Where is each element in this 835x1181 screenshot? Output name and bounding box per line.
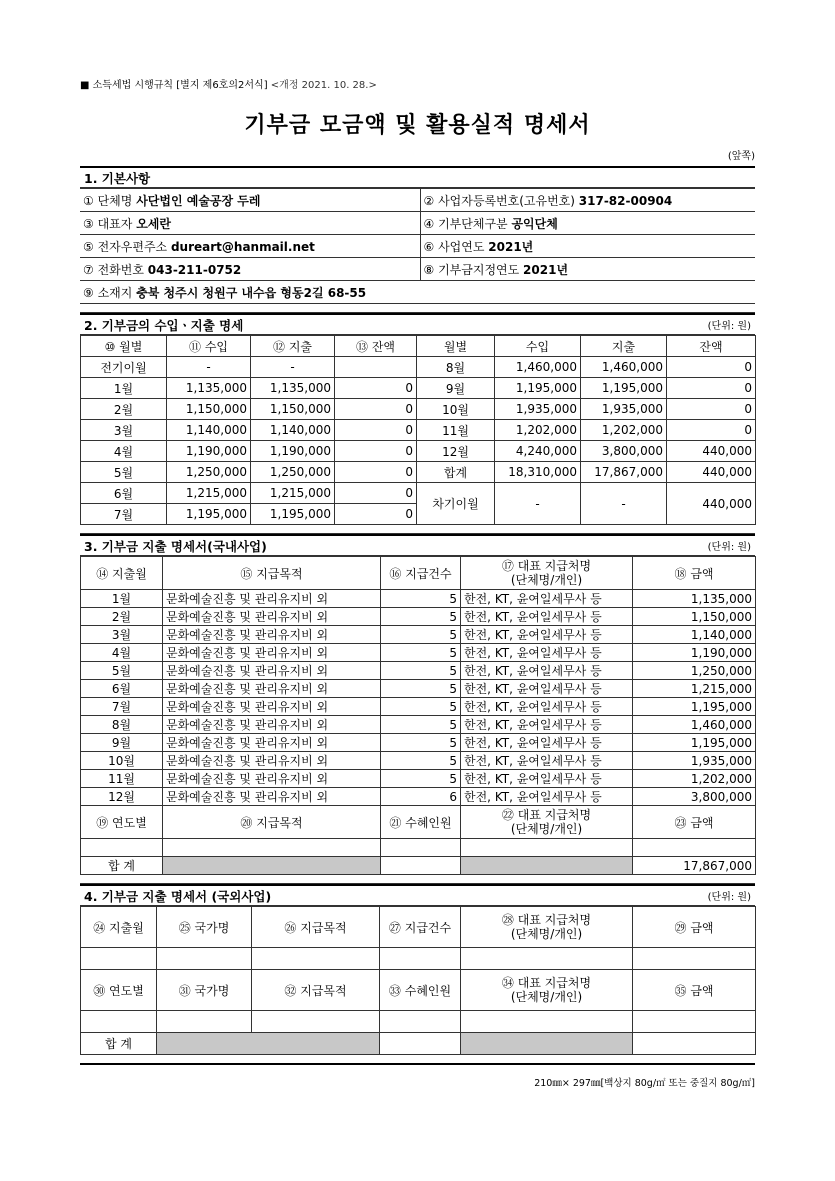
blank-cell	[252, 948, 380, 970]
table-cell: 1월	[81, 590, 163, 608]
table-cell: 문화예술진흥 및 관리유지비 외	[163, 680, 381, 698]
section-gap	[80, 875, 755, 884]
basic-left-cell	[80, 258, 420, 281]
table-row	[81, 357, 756, 378]
table-cell: -	[581, 483, 667, 525]
basic-left-cell	[80, 235, 420, 258]
column-header: 지출	[581, 336, 667, 357]
table-cell: 0	[335, 462, 417, 483]
table-cell: 1,135,000	[633, 590, 756, 608]
table-cell: 5월	[81, 662, 163, 680]
table-cell: 1,195,000	[251, 504, 335, 525]
table-cell: 1,460,000	[581, 357, 667, 378]
table-cell: 2월	[81, 399, 167, 420]
section4-unit: (단위: 원)	[707, 892, 751, 903]
basic-info-table	[80, 188, 755, 304]
basic-info-row	[80, 281, 755, 304]
table-row	[81, 680, 756, 698]
table-cell: 5월	[81, 462, 167, 483]
table-cell: 1,150,000	[251, 399, 335, 420]
column-header: ㉛ 국가명	[157, 970, 252, 1011]
table-cell: 문화예술진흥 및 관리유지비 외	[163, 716, 381, 734]
table-row	[81, 698, 756, 716]
table-cell: 1,150,000	[167, 399, 251, 420]
field-value: 2021년	[523, 262, 569, 277]
table-cell: 한전, KT, 윤여일세무사 등	[461, 716, 633, 734]
income-expense-table	[80, 335, 756, 525]
table-cell: 4월	[81, 441, 167, 462]
field-value: dureart@hanmail.net	[170, 239, 315, 254]
table-cell: 합계	[417, 462, 495, 483]
blank-row	[81, 1011, 756, 1033]
blank-cell	[461, 1011, 633, 1033]
table-header-row	[81, 907, 756, 948]
header-line-2: (단체명/개인)	[510, 822, 583, 836]
blank-cell	[81, 948, 157, 970]
field-value: 2021년	[488, 239, 534, 254]
field-value: 충북 청주시 청원구 내수읍 형동2길 68-55	[136, 285, 367, 300]
field-label: ⑧ 기부금지정연도	[423, 262, 520, 277]
blank-cell	[81, 1011, 157, 1033]
table-cell: 1,195,000	[167, 504, 251, 525]
column-header: ㉜ 지급목적	[252, 970, 380, 1011]
table-cell: 1,215,000	[633, 680, 756, 698]
table-cell: 0	[667, 399, 756, 420]
total-row	[81, 1033, 756, 1055]
header-line-1: ⑰ 대표 지급처명	[501, 559, 592, 573]
table-cell: 한전, KT, 윤여일세무사 등	[461, 644, 633, 662]
column-header: ⑯ 지급건수	[381, 557, 461, 590]
shaded-cell	[461, 1033, 633, 1055]
table-cell: 3,800,000	[633, 788, 756, 806]
overseas-expense-table	[80, 906, 756, 1055]
field-label: ② 사업자등록번호(고유번호)	[423, 193, 575, 208]
table-cell: 한전, KT, 윤여일세무사 등	[461, 698, 633, 716]
column-header: ㉙ 금액	[633, 907, 756, 948]
column-header: ⑱ 금액	[633, 557, 756, 590]
table-cell: 1,460,000	[495, 357, 581, 378]
table-row	[81, 716, 756, 734]
table-cell: 문화예술진흥 및 관리유지비 외	[163, 752, 381, 770]
table-cell: 0	[335, 504, 417, 525]
basic-right-cell	[420, 235, 755, 258]
table-cell: 한전, KT, 윤여일세무사 등	[461, 626, 633, 644]
blank-cell	[633, 839, 756, 857]
table-cell: 1,135,000	[251, 378, 335, 399]
blank-cell	[381, 839, 461, 857]
blank-cell	[381, 857, 461, 875]
table-cell: 1,935,000	[633, 752, 756, 770]
total-row	[81, 857, 756, 875]
blank-cell	[157, 1011, 252, 1033]
blank-cell	[461, 948, 633, 970]
basic-right-cell	[420, 212, 755, 235]
table-cell: 한전, KT, 윤여일세무사 등	[461, 590, 633, 608]
table-cell: 1,190,000	[251, 441, 335, 462]
table-cell: 7월	[81, 504, 167, 525]
column-header: ⑫ 지출	[251, 336, 335, 357]
table-row	[81, 441, 756, 462]
column-header: ㉔ 지출월	[81, 907, 157, 948]
section-gap	[80, 304, 755, 313]
table-cell: 9월	[81, 734, 163, 752]
field-value: 사단법인 예술공장 두레	[136, 193, 261, 208]
field-label: ⑨ 소재지	[83, 285, 133, 300]
column-header: ⑭ 지출월	[81, 557, 163, 590]
basic-right-cell	[420, 258, 755, 281]
table-cell: 8월	[417, 357, 495, 378]
table-cell: 1,215,000	[167, 483, 251, 504]
section4-title	[80, 884, 755, 906]
table-cell: 한전, KT, 윤여일세무사 등	[461, 734, 633, 752]
basic-info-row	[80, 235, 755, 258]
table-cell: 5	[381, 770, 461, 788]
header-line-2: (단체명/개인)	[510, 573, 583, 587]
shaded-cell	[157, 1033, 380, 1055]
table-row	[81, 462, 756, 483]
address-cell	[80, 281, 755, 304]
total-label: 합 계	[81, 857, 163, 875]
column-header: ㉗ 지급건수	[380, 907, 461, 948]
table-cell: 문화예술진흥 및 관리유지비 외	[163, 662, 381, 680]
section4-title-text: 4. 기부금 지출 명세서 (국외사업)	[84, 888, 272, 904]
field-label: ③ 대표자	[83, 216, 133, 231]
table-cell: 문화예술진흥 및 관리유지비 외	[163, 590, 381, 608]
section3-unit: (단위: 원)	[707, 542, 751, 553]
blank-cell	[380, 1011, 461, 1033]
table-cell: 18,310,000	[495, 462, 581, 483]
basic-left-cell	[80, 212, 420, 235]
paper-spec-footer: 210㎜× 297㎜[백상지 80g/㎡ 또는 중질지 80g/㎡]	[80, 1063, 755, 1089]
table-cell: 문화예술진흥 및 관리유지비 외	[163, 734, 381, 752]
table-cell: 5	[381, 626, 461, 644]
table-row	[81, 420, 756, 441]
table-cell: 문화예술진흥 및 관리유지비 외	[163, 644, 381, 662]
table-row	[81, 399, 756, 420]
column-header	[461, 557, 633, 590]
section3-title-text: 3. 기부금 지출 명세서(국내사업)	[84, 538, 267, 554]
table-cell: 1,195,000	[633, 698, 756, 716]
table-cell: 한전, KT, 윤여일세무사 등	[461, 662, 633, 680]
table-cell: -	[167, 357, 251, 378]
column-header: ⑳ 지급목적	[163, 806, 381, 839]
table-cell: 1,935,000	[495, 399, 581, 420]
table-cell: 0	[667, 357, 756, 378]
column-header: ⑮ 지급목적	[163, 557, 381, 590]
table-cell: 문화예술진흥 및 관리유지비 외	[163, 626, 381, 644]
column-header: ㉕ 국가명	[157, 907, 252, 948]
table-cell: 5	[381, 680, 461, 698]
table-row	[81, 608, 756, 626]
table-cell: 1,215,000	[251, 483, 335, 504]
section2-unit: (단위: 원)	[707, 321, 751, 332]
table-cell: 0	[667, 378, 756, 399]
field-value: 오세란	[136, 216, 171, 231]
blank-cell	[633, 948, 756, 970]
table-cell: 차기이월	[417, 483, 495, 525]
blank-cell	[380, 1033, 461, 1055]
table-cell: 1,195,000	[495, 378, 581, 399]
basic-left-cell	[80, 189, 420, 212]
table-cell: 1,135,000	[167, 378, 251, 399]
table-cell: 5	[381, 644, 461, 662]
table-cell: 한전, KT, 윤여일세무사 등	[461, 788, 633, 806]
table-row	[81, 734, 756, 752]
table-cell: 1,140,000	[167, 420, 251, 441]
shaded-cell	[163, 857, 381, 875]
table-cell: 6월	[81, 483, 167, 504]
total-amount: 17,867,000	[633, 857, 756, 875]
blank-cell	[461, 839, 633, 857]
blank-cell	[157, 948, 252, 970]
table-row	[81, 483, 756, 504]
column-header: ㉓ 금액	[633, 806, 756, 839]
table-cell: 0	[667, 420, 756, 441]
section1-title-text: 1. 기본사항	[84, 170, 151, 186]
table-row	[81, 590, 756, 608]
table-cell: 문화예술진흥 및 관리유지비 외	[163, 788, 381, 806]
table-cell: 440,000	[667, 462, 756, 483]
blank-cell	[380, 948, 461, 970]
table-cell: 1,195,000	[581, 378, 667, 399]
column-header: ㉑ 수혜인원	[381, 806, 461, 839]
form-reference	[80, 76, 755, 96]
table-cell: 1,202,000	[633, 770, 756, 788]
basic-info-row	[80, 189, 755, 212]
blank-row	[81, 839, 756, 857]
table-cell: 1,250,000	[167, 462, 251, 483]
revision-text: <개정 2021. 10. 28.>	[270, 80, 377, 91]
field-label: ④ 기부단체구분	[423, 216, 508, 231]
table-cell: 1,140,000	[633, 626, 756, 644]
table-cell: 문화예술진흥 및 관리유지비 외	[163, 698, 381, 716]
blank-cell	[81, 839, 163, 857]
page-side-label: (앞쪽)	[727, 151, 755, 162]
table-cell: 10월	[81, 752, 163, 770]
blank-cell	[633, 1011, 756, 1033]
table-cell: 11월	[417, 420, 495, 441]
table-cell: 1,202,000	[581, 420, 667, 441]
basic-right-cell	[420, 189, 755, 212]
field-value: 공익단체	[511, 216, 558, 231]
table-cell: 7월	[81, 698, 163, 716]
table-cell: 1,460,000	[633, 716, 756, 734]
table-cell: 9월	[417, 378, 495, 399]
column-header: ㉚ 연도별	[81, 970, 157, 1011]
field-label: ① 단체명	[83, 193, 133, 208]
table-cell: 4,240,000	[495, 441, 581, 462]
column-header: ㉝ 수혜인원	[380, 970, 461, 1011]
column-header: ⑬ 잔액	[335, 336, 417, 357]
table-cell: -	[495, 483, 581, 525]
domestic-expense-table	[80, 556, 756, 875]
column-header	[461, 970, 633, 1011]
column-header: ㉖ 지급목적	[252, 907, 380, 948]
column-header: ⑲ 연도별	[81, 806, 163, 839]
header-line-1: ㉒ 대표 지급처명	[501, 808, 592, 822]
field-value: 317-82-00904	[578, 193, 673, 208]
blank-cell	[252, 1011, 380, 1033]
table-cell: 12월	[81, 788, 163, 806]
table-cell: -	[251, 357, 335, 378]
table-cell: 8월	[81, 716, 163, 734]
field-value: 043-211-0752	[147, 262, 242, 277]
table-cell: 11월	[81, 770, 163, 788]
table-cell: 1,195,000	[633, 734, 756, 752]
table-cell: 0	[335, 483, 417, 504]
table-cell: 17,867,000	[581, 462, 667, 483]
table-header-row	[81, 970, 756, 1011]
basic-info-row	[80, 212, 755, 235]
document-title: 기부금 모금액 및 활용실적 명세서	[244, 113, 591, 138]
table-row	[81, 626, 756, 644]
table-cell: 5	[381, 608, 461, 626]
table-row	[81, 770, 756, 788]
column-header: 수입	[495, 336, 581, 357]
table-cell: 4월	[81, 644, 163, 662]
column-header: ⑪ 수입	[167, 336, 251, 357]
table-cell: 1,190,000	[633, 644, 756, 662]
column-header	[461, 806, 633, 839]
table-header-row	[81, 557, 756, 590]
table-row	[81, 644, 756, 662]
column-header: 잔액	[667, 336, 756, 357]
form-page	[80, 76, 755, 1089]
table-cell: 6	[381, 788, 461, 806]
blank-row	[81, 948, 756, 970]
column-header	[461, 907, 633, 948]
header-line-1: ㉞ 대표 지급처명	[501, 976, 592, 990]
header-line-2: (단체명/개인)	[510, 990, 583, 1004]
table-row	[81, 752, 756, 770]
table-cell: 0	[335, 420, 417, 441]
table-cell: 1,140,000	[251, 420, 335, 441]
table-cell: 3,800,000	[581, 441, 667, 462]
table-cell: 1,202,000	[495, 420, 581, 441]
field-label: ⑥ 사업연도	[423, 239, 485, 254]
table-cell: 한전, KT, 윤여일세무사 등	[461, 770, 633, 788]
table-cell: 한전, KT, 윤여일세무사 등	[461, 608, 633, 626]
table-cell: 5	[381, 698, 461, 716]
section1-title	[80, 166, 755, 188]
basic-info-row	[80, 258, 755, 281]
blank-cell	[633, 1033, 756, 1055]
table-cell: 1,250,000	[251, 462, 335, 483]
table-cell: 한전, KT, 윤여일세무사 등	[461, 680, 633, 698]
table-cell: 문화예술진흥 및 관리유지비 외	[163, 608, 381, 626]
total-label: 합 계	[81, 1033, 157, 1055]
table-cell: 5	[381, 752, 461, 770]
table-cell: 10월	[417, 399, 495, 420]
table-row	[81, 378, 756, 399]
table-header-row	[81, 806, 756, 839]
table-cell: 1,150,000	[633, 608, 756, 626]
table-cell: 1월	[81, 378, 167, 399]
header-line-2: (단체명/개인)	[510, 927, 583, 941]
column-header: ㉟ 금액	[633, 970, 756, 1011]
table-cell: 12월	[417, 441, 495, 462]
table-cell: 3월	[81, 420, 167, 441]
table-cell: 전기이월	[81, 357, 167, 378]
table-cell: 한전, KT, 윤여일세무사 등	[461, 752, 633, 770]
table-cell: 1,935,000	[581, 399, 667, 420]
table-cell: 2월	[81, 608, 163, 626]
form-ref-text: ■ 소득세법 시행규칙 [별지 제6호의2서식]	[80, 80, 268, 91]
table-cell: 5	[381, 590, 461, 608]
column-header: ⑩ 월별	[81, 336, 167, 357]
table-cell: 1,250,000	[633, 662, 756, 680]
table-cell: 5	[381, 662, 461, 680]
table-cell: 0	[335, 399, 417, 420]
section3-title	[80, 534, 755, 556]
field-label: ⑦ 전화번호	[83, 262, 144, 277]
table-cell: 0	[335, 378, 417, 399]
blank-cell	[163, 839, 381, 857]
table-cell: 5	[381, 716, 461, 734]
section-gap	[80, 525, 755, 534]
table-header-row	[81, 336, 756, 357]
table-cell: 3월	[81, 626, 163, 644]
column-header: 월별	[417, 336, 495, 357]
table-cell: 5	[381, 734, 461, 752]
table-cell: 440,000	[667, 483, 756, 525]
header-line-1: ㉘ 대표 지급처명	[501, 913, 592, 927]
section2-title	[80, 313, 755, 335]
table-cell: 440,000	[667, 441, 756, 462]
table-cell: 6월	[81, 680, 163, 698]
table-cell: 0	[335, 441, 417, 462]
table-cell: 1,190,000	[167, 441, 251, 462]
section2-title-text: 2. 기부금의 수입ㆍ지출 명세	[84, 317, 244, 333]
table-row	[81, 662, 756, 680]
table-row	[81, 788, 756, 806]
table-cell	[335, 357, 417, 378]
field-label: ⑤ 전자우편주소	[83, 239, 168, 254]
table-cell: 문화예술진흥 및 관리유지비 외	[163, 770, 381, 788]
shaded-cell	[461, 857, 633, 875]
